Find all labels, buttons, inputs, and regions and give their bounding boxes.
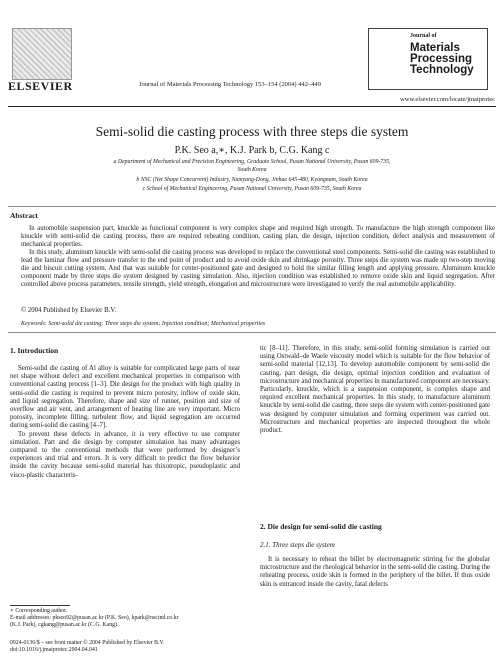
journal-reference: Journal of Materials Processing Technology 153–154 (2004) 442–449 [139, 81, 321, 88]
copyright-notice: © 2004 Published by Elsevier B.V. [21, 307, 117, 314]
cover-journal-of: Journal of [410, 33, 437, 39]
abstract-paragraph: In this study, aluminum knuckle with semi-solid die casting process was developed to replace the conventional steel components. Semi-solid die casting was established to lead the laminar flow and pressure transfer to the end point of product and to avoid oxide skin and shrinkage porosity. Three steps die system was made up two-step moving die and biscuit cutting system. And that was suitable for center-positioned gate and designed to hold the similar filling length and applying pressure. Aluminum knuckle component made by three steps die system designed by casting simulation. Also, injection condition was established to remove oxide skin and liquid segregation. After controlled above process parameters, tensile strength, yield strength, elongation and microstructure were investigated to verify the real automobile applicability. [21, 249, 495, 288]
body-paragraph: Semi-solid die casting of Al alloy is suitable for complicated large parts of near net shape without defect and excellent mechanical properties in comparison with conventional casting process [1–3]. Die design for the product with high quality in semi-solid die casting is required to prevent micro porosity, inflow of oxide skin, and liquid segregation. Therefore, shape and size of runner, position and size of overflow and air vent, and arrangement of heating line are very important. Micro porosity, incomplete filling, turbulent flow, and liquid segregation are occurred during semi-solid die casting [4–7]. [10, 365, 240, 430]
abstract-paragraph: In automobile suspension part, knuckle as functional component is very complex shape and required high strength. To manufacture the high strength component like knuckle with semi-solid die casting process, there are required reheating condition, casting plan, die design, injection condition, defect analysis and measurement of mechanical properties. [21, 225, 495, 248]
body-paragraph: tic [8–11]. Therefore, in this study, semi-solid forming simulation is carried out using Ostwald–de Waele viscosity model which is suitable for the flow behavior of semi-solid material [12,13]. To develop automobile component by semi-solid die casting, part design, die design, optimal injection condition and evaluation of microstructure and mechanical properties in manufactured component are necessary. Particularly, knuckle, which is a suspension component, is complex shape and required excellent mechanical properties. In this study, to manufacture aluminum knuckle by semi-solid die casting, three steps die system with center-positioned gate was designed by computer simulation and forming experiment was carried out. Microstructure and mechanical properties are inspected throughout the whole product. [260, 345, 490, 435]
cover-title-line: Technology [410, 64, 474, 76]
right-column [260, 345, 490, 435]
elsevier-tree-icon [12, 28, 72, 80]
cover-title-line: Processing [410, 53, 472, 65]
body-paragraph: To prevent these defects in advance, it is very effective to use computer simulation. Part and die design by computer simulation has many advantages compared to the conventional methods that were performed by designer’s experiences and trial and errors. It is very difficult to predict the flow behavior inside the cavity because semi-solid material has thixotropic, pseudoplastic and visco-plastic characteris- [10, 430, 240, 479]
affiliation: a Department of Mechanical and Precision Engineering, Graduate School, Pusan National University, Pusan 609-735, [113, 159, 391, 165]
article-title: Semi-solid die casting process with three steps die system [95, 124, 409, 139]
journal-cover [368, 28, 488, 90]
publisher-name: ELSEVIER [8, 79, 73, 93]
abstract-body [21, 225, 495, 289]
cover-title-line: Materials [410, 42, 460, 54]
left-column [10, 365, 240, 480]
cover-title [410, 43, 474, 76]
subsection-heading: 2.1. Three steps die system [260, 541, 335, 549]
issn-line: 0924-0136/$ – see front matter © 2004 Published by Elsevier B.V. [10, 640, 165, 646]
journal-url[interactable]: www.elsevier.com/locate/jmatprotec [400, 96, 495, 103]
affiliation: c School of Mechanical Engineering, Pusan National University, Pusan 609-735, South Korea [142, 186, 362, 192]
abstract-heading: Abstract [10, 211, 38, 220]
footnote-line: ∗ Corresponding author. [10, 608, 68, 614]
author-list: P.K. Seo a,∗, K.J. Park b, C.G. Kang c [174, 145, 330, 156]
footnote [10, 608, 250, 629]
footnote-line: (K.J. Park), cgkang@pusan.ac.kr (C.G. Kang). [10, 622, 119, 628]
affiliation: b NSC (Net Shape Concurrent) Industry, Namyang-Dong, Jinhae 645-480, Kyungnam, South Korea [136, 177, 368, 183]
abstract-divider [8, 332, 496, 333]
header-divider [8, 106, 496, 107]
body-paragraph: It is necessary to reheat the billet by electromagnetic stirring for the globular microstructure and the rheological behavior in the semi-solid die casting. During the reheating process, oxide skin is formed in the periphery of the billet. If thus oxide skin is entranced inside the cavity, fatal defects [260, 556, 490, 588]
doi-line[interactable]: doi:10.1016/j.jmatprotec.2004.04.041 [10, 647, 98, 653]
footnote-line: E-mail addresses: pkseo92@pusan.ac.kr (P.K. Seo), kpark@nscind.co.kr [10, 615, 179, 621]
section-heading-die-design: 2. Die design for semi-solid die casting [260, 522, 382, 531]
title-divider [8, 206, 496, 207]
footnote-divider [10, 605, 70, 606]
affiliation: South Korea [237, 167, 267, 173]
section-heading-introduction: 1. Introduction [10, 346, 59, 355]
right-column-continued [260, 556, 490, 589]
page-footer [10, 640, 164, 654]
keywords: Keywords: Semi-solid die casting; Three steps die system; Injection condition; Mechanical properties [21, 321, 266, 327]
